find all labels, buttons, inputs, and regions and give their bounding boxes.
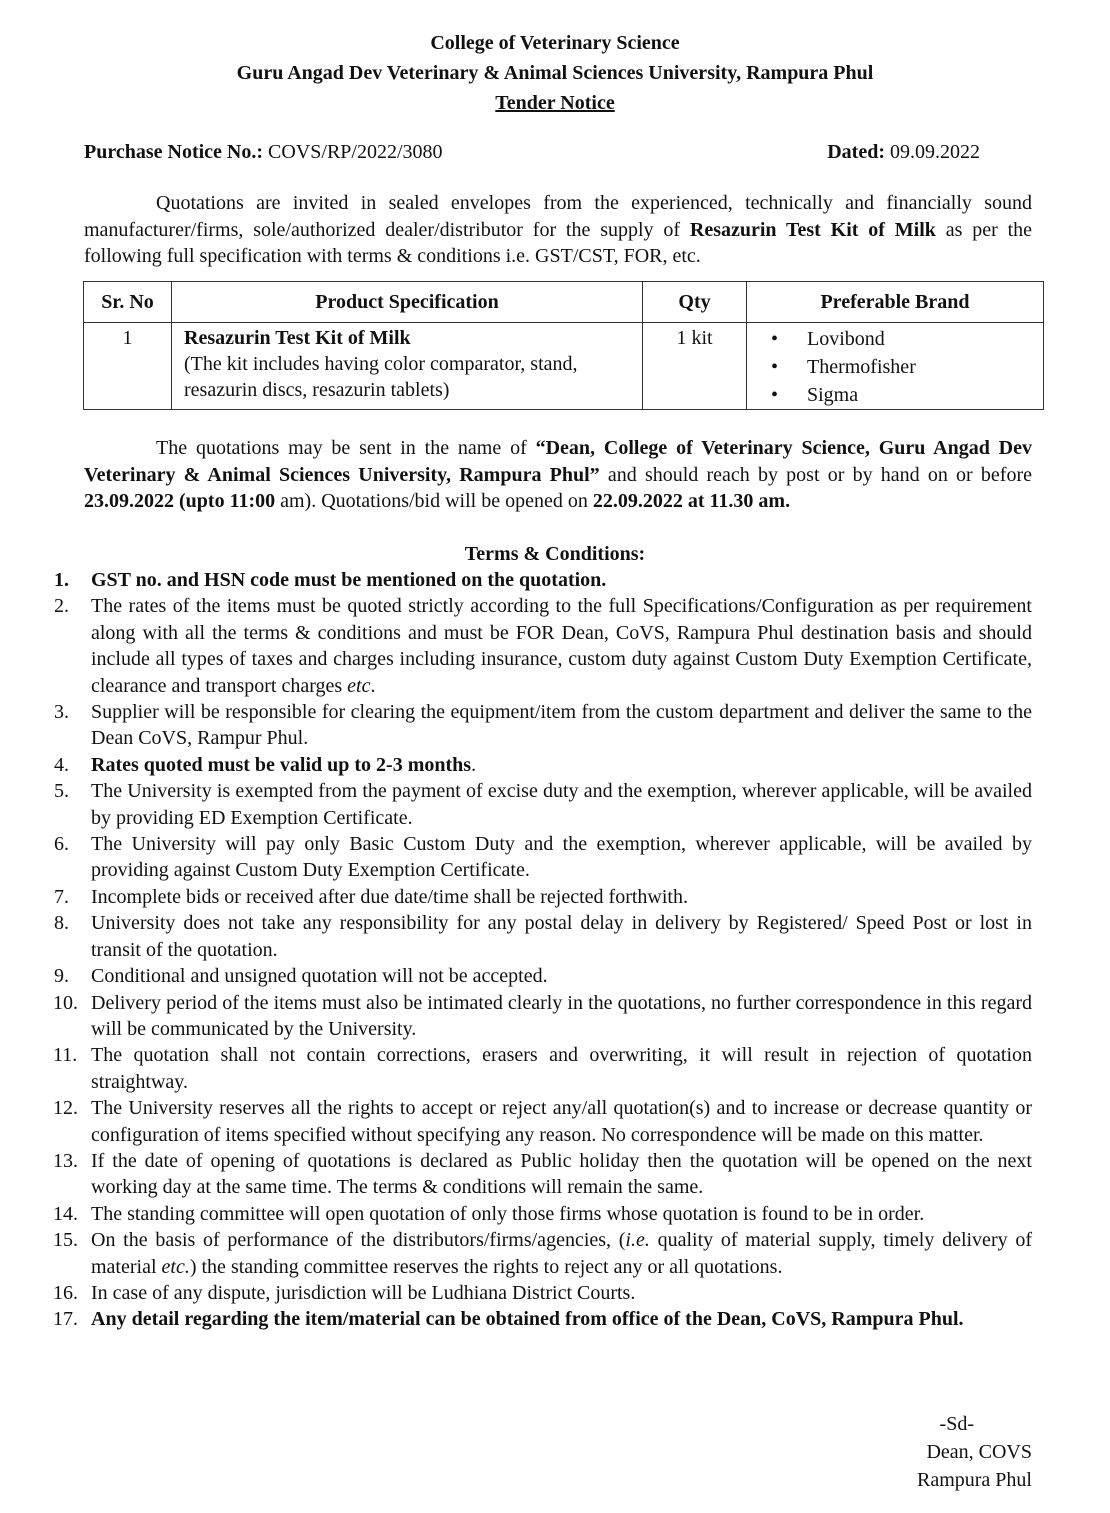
- term-item: [54, 1227, 1032, 1280]
- intro-text: Quotations are invited in sealed envelopes from the experienced, technically and financially sound manufacturer/firms, sole/authorized dealer/distributor for the supply of: [84, 192, 1032, 241]
- cell-qty: 1 kit: [643, 323, 747, 410]
- table-row: [84, 323, 1044, 410]
- term-text: On the basis of performance of the distributors/firms/agencies, (: [91, 1229, 626, 1252]
- term-item: [54, 699, 1032, 752]
- signed-mark: -Sd-: [939, 1413, 974, 1435]
- cell-product-spec: [172, 323, 643, 410]
- term-item: [54, 1201, 1032, 1227]
- header-brand: Preferable Brand: [747, 282, 1044, 323]
- header-sr-no: Sr. No: [84, 282, 172, 323]
- term-text: GST no. and HSN code must be mentioned on the quotation.: [91, 569, 607, 591]
- term-text: The University reserves all the rights to accept or reject any/all quotation(s) and to increase or decrease quantity or configuration of items specified without specifying any reason. No correspondence will be made on this matter.: [91, 1097, 1032, 1146]
- intro-item-name: Resazurin Test Kit of Milk: [689, 218, 936, 241]
- term-item: [54, 752, 1032, 778]
- term-text: Conditional and unsigned quotation will not be accepted.: [91, 965, 548, 988]
- term-text: Rates quoted must be valid up to 2-3 months: [91, 753, 472, 776]
- term-number: 1.: [54, 569, 69, 591]
- term-text-italic: i.e.: [625, 1229, 650, 1252]
- term-item: [54, 1280, 1032, 1306]
- term-text: The standing committee will open quotation of only those firms whose quotation is found to be in order.: [91, 1202, 925, 1225]
- submission-addressee: “Dean, College of Veterinary Science, Guru Angad Dev Veterinary & Animal Sciences University, Rampura Phul”: [84, 437, 1032, 486]
- term-item: [54, 1042, 1032, 1095]
- term-text: Delivery period of the items must also be intimated clearly in the quotations, no further correspondence in this regard will be communicated by the University.: [91, 991, 1032, 1040]
- terms-title: Terms & Conditions:: [464, 543, 646, 565]
- terms-list: [54, 567, 1032, 1333]
- term-number: 16.: [53, 1281, 78, 1304]
- table-header-row: [84, 282, 1044, 323]
- term-item: [54, 567, 1032, 593]
- term-text-italic-2: etc.: [161, 1255, 190, 1278]
- product-description: (The kit includes having color comparator, stand, resazurin discs, resazurin tablets): [184, 353, 578, 401]
- term-number: 17.: [53, 1308, 78, 1331]
- term-text-2: quality of material supply, timely delivery of material: [91, 1229, 1032, 1278]
- header-product-spec: Product Specification: [172, 282, 643, 323]
- term-item: [54, 910, 1032, 963]
- term-number: 14.: [53, 1202, 78, 1225]
- term-number: 4.: [54, 753, 69, 776]
- cell-sr-no: 1: [84, 323, 172, 410]
- submission-text-3: am). Quotations/bid will be opened on: [275, 490, 593, 512]
- term-item: [54, 1148, 1032, 1201]
- term-number: 7.: [54, 885, 69, 908]
- term-number: 2.: [54, 595, 69, 618]
- notice-number-label: Purchase Notice No.:: [84, 141, 264, 163]
- college-name: College of Veterinary Science: [430, 32, 680, 54]
- notice-number-value: COVS/RP/2022/3080: [263, 141, 443, 163]
- submission-text: The quotations may be sent in the name of: [156, 437, 536, 459]
- term-number: 13.: [53, 1149, 78, 1172]
- document-title: Tender Notice: [495, 92, 615, 114]
- term-item: [54, 593, 1032, 699]
- product-title: Resazurin Test Kit of Milk: [184, 327, 411, 349]
- term-text: The rates of the items must be quoted strictly according to the full Specifications/Configuration as per requirement along with all the terms & conditions and must be FOR Dean, CoVS, Rampura Phul destination basis and should include all types of taxes and charges including insurance, custom duty against Custom Duty Exemption Certificate, clearance and transport charges: [91, 595, 1032, 697]
- submission-paragraph: [84, 435, 1032, 515]
- term-text: Incomplete bids or received after due date/time shall be rejected forthwith.: [91, 885, 688, 908]
- term-number: 8.: [54, 912, 69, 935]
- term-text: Supplier will be responsible for clearing the equipment/item from the custom department and deliver the same to the Dean CoVS, Rampur Phul.: [91, 701, 1032, 750]
- term-text: The University is exempted from the payment of excise duty and the exemption, wherever applicable, will be availed by providing ED Exemption Certificate.: [91, 780, 1032, 829]
- term-item: [54, 1095, 1032, 1148]
- submission-text-2: and should reach by post or by hand on or before: [599, 463, 1032, 486]
- term-item: [54, 963, 1032, 989]
- notice-date: [827, 138, 980, 166]
- cell-brands: [747, 323, 1044, 410]
- term-item: [54, 884, 1032, 910]
- submission-deadline: 23.09.2022 (upto 11:00: [84, 490, 276, 512]
- document-header: [0, 28, 1110, 118]
- university-name: Guru Angad Dev Veterinary & Animal Sciences University, Rampura Phul: [236, 62, 874, 84]
- term-text: The quotation shall not contain corrections, erasers and overwriting, it will result in rejection of quotation straightway.: [91, 1044, 1032, 1093]
- brand-list: [759, 325, 1031, 409]
- term-item: [54, 778, 1032, 831]
- term-item: [54, 990, 1032, 1043]
- term-text-3: ) the standing committee reserves the rights to reject any or all quotations.: [189, 1255, 783, 1278]
- term-text-italic: etc: [347, 674, 371, 697]
- notice-date-value: 09.09.2022: [885, 141, 980, 163]
- purchase-notice-number: [84, 138, 443, 166]
- term-number: 3.: [54, 701, 69, 724]
- term-number: 11.: [53, 1044, 78, 1067]
- list-item: • Lovibond: [807, 325, 1031, 353]
- term-text: In case of any dispute, jurisdiction will be Ludhiana District Courts.: [91, 1281, 636, 1304]
- term-text-end: .: [370, 674, 376, 697]
- signature-block: [917, 1410, 1032, 1494]
- term-text-end: .: [471, 753, 477, 776]
- term-text: Any detail regarding the item/material can be obtained from office of the Dean, CoVS, Rampura Phul.: [91, 1308, 964, 1331]
- signatory-place: Rampura Phul: [917, 1469, 1032, 1491]
- term-number: 10.: [53, 991, 78, 1014]
- intro-paragraph: [84, 190, 1032, 270]
- signatory-title: Dean, COVS: [926, 1441, 1032, 1463]
- term-item: [54, 1306, 1032, 1332]
- intro-text-end: as per the following full specification with terms & conditions i.e. GST/CST, FOR, etc.: [84, 218, 1033, 267]
- term-item: [54, 831, 1032, 884]
- term-text: The University will pay only Basic Custom Duty and the exemption, wherever applicable, will be availed by providing against Custom Duty Exemption Certificate.: [91, 833, 1032, 882]
- term-number: 5.: [54, 780, 69, 803]
- term-text: University does not take any responsibility for any postal delay in delivery by Registered/ Speed Post or lost in transit of the quotation.: [91, 912, 1032, 961]
- opening-date: 22.09.2022 at 11.30 am.: [592, 490, 791, 512]
- header-qty: Qty: [643, 282, 747, 323]
- specification-table: [83, 281, 1044, 410]
- notice-date-label: Dated:: [827, 141, 885, 163]
- list-item: • Sigma: [807, 381, 1031, 409]
- list-item: • Thermofisher: [807, 353, 1031, 381]
- term-number: 12.: [53, 1097, 78, 1120]
- term-number: 9.: [54, 965, 69, 988]
- term-text: If the date of opening of quotations is declared as Public holiday then the quotation will be opened on the next working day at the same time. The terms & conditions will remain the same.: [91, 1149, 1032, 1199]
- term-number: 6.: [54, 833, 69, 856]
- term-number: 15.: [53, 1229, 78, 1252]
